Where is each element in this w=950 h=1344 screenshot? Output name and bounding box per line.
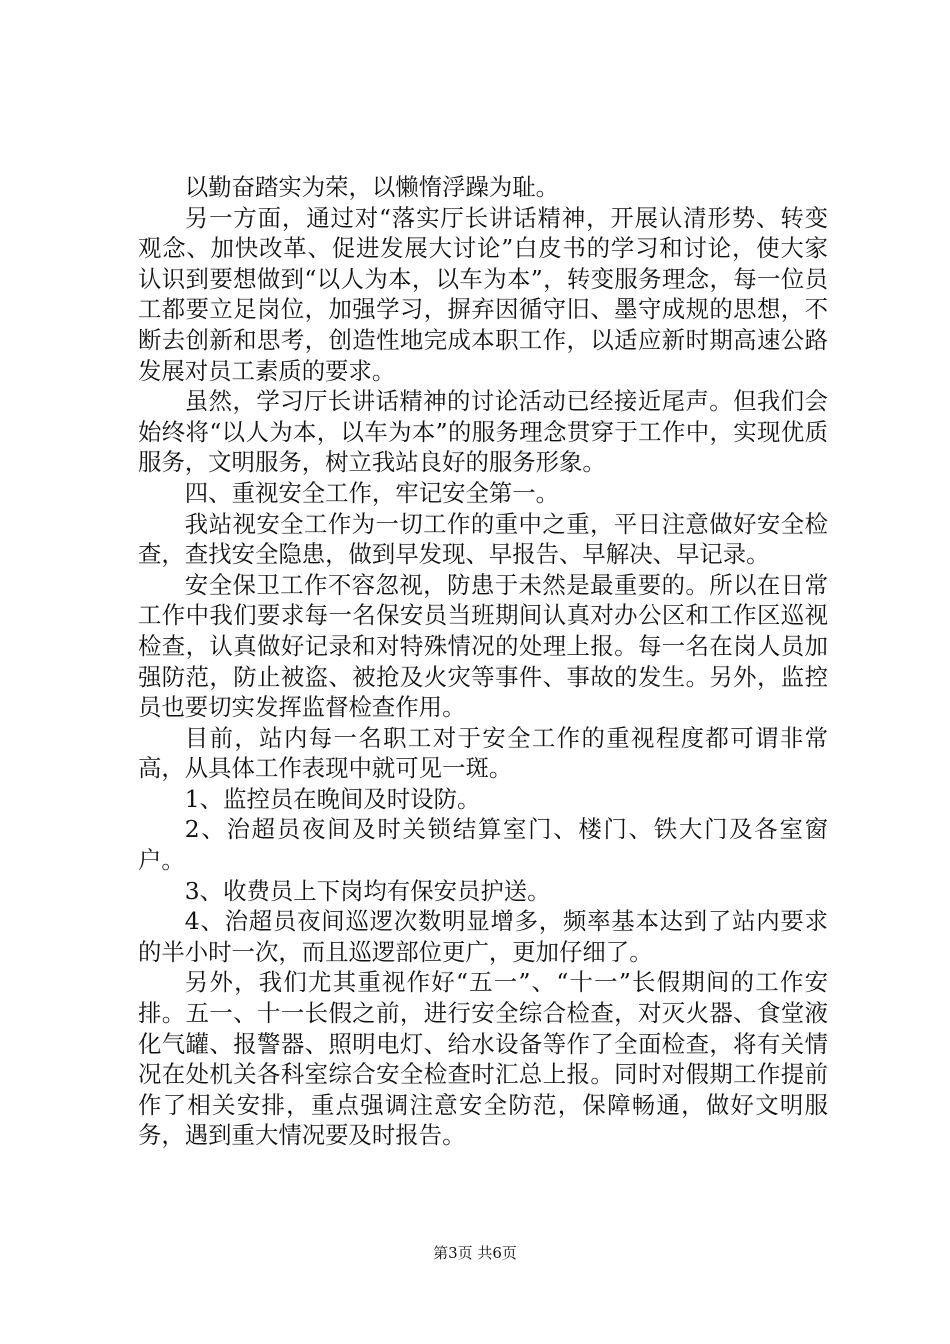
paragraph: 目前，站内每一名职工对于安全工作的重视程度都可谓非常高，从具体工作表现中就可见一斑。	[138, 723, 828, 783]
document-body	[138, 172, 828, 1151]
paragraph: 另一方面，通过对“落实厅长讲话精神，开展认清形势、转变观念、加快改革、促进发展大讨论”白皮书的学习和讨论，使大家认识到要想做到“以人为本，以车为本”，转变服务理念，每一位员工都要立足岗位，加强学习，摒弃因循守旧、墨守成规的思想，不断去创新和思考，创造性地完成本职工作，以适应新时期高速公路发展对员工素质的要求。	[138, 203, 828, 385]
paragraph: 虽然，学习厅长讲话精神的讨论活动已经接近尾声。但我们会始终将“以人为本，以车为本”的服务理念贯穿于工作中，实现优质服务，文明服务，树立我站良好的服务形象。	[138, 387, 828, 477]
page-footer: 第3页 共6页	[433, 1244, 517, 1262]
paragraph: 另外，我们尤其重视作好“五一”、“十一”长假期间的工作安排。五一、十一长假之前，进行安全综合检查，对灭火器、食堂液化气罐、报警器、照明电灯、给水设备等作了全面检查，将有关情况在处机关各科室综合安全检查时汇总上报。同时对假期工作提前作了相关安排，重点强调注意安全防范，保障畅通，做好文明服务，遇到重大情况要及时报告。	[138, 968, 828, 1150]
list-item: 1、监控员在晚间及时设防。	[184, 784, 481, 813]
list-item: 2、治超员夜间及时关锁结算室门、楼门、铁大门及各室窗户。	[138, 815, 828, 875]
paragraph: 我站视安全工作为一切工作的重中之重，平日注意做好安全检查，查找安全隐患，做到早发现、早报告、早解决、早记录。	[138, 509, 828, 569]
paragraph: 安全保卫工作不容忽视，防患于未然是最重要的。所以在日常工作中我们要求每一名保安员当班期间认真对办公区和工作区巡视检查，认真做好记录和对特殊情况的处理上报。每一名在岗人员加强防范，防止被盗、被抢及火灾等事件、事故的发生。另外，监控员也要切实发挥监督检查作用。	[138, 570, 828, 722]
paragraph: 以勤奋踏实为荣，以懒惰浮躁为耻。	[184, 173, 560, 201]
section-heading: 四、重视安全工作，牢记安全第一。	[184, 478, 560, 507]
list-item: 4、治超员夜间巡逻次数明显增多，频率基本达到了站内要求的半小时一次，而且巡逻部位更广，更加仔细了。	[138, 907, 828, 966]
list-item: 3、收费员上下岗均有保安员护送。	[184, 876, 551, 905]
